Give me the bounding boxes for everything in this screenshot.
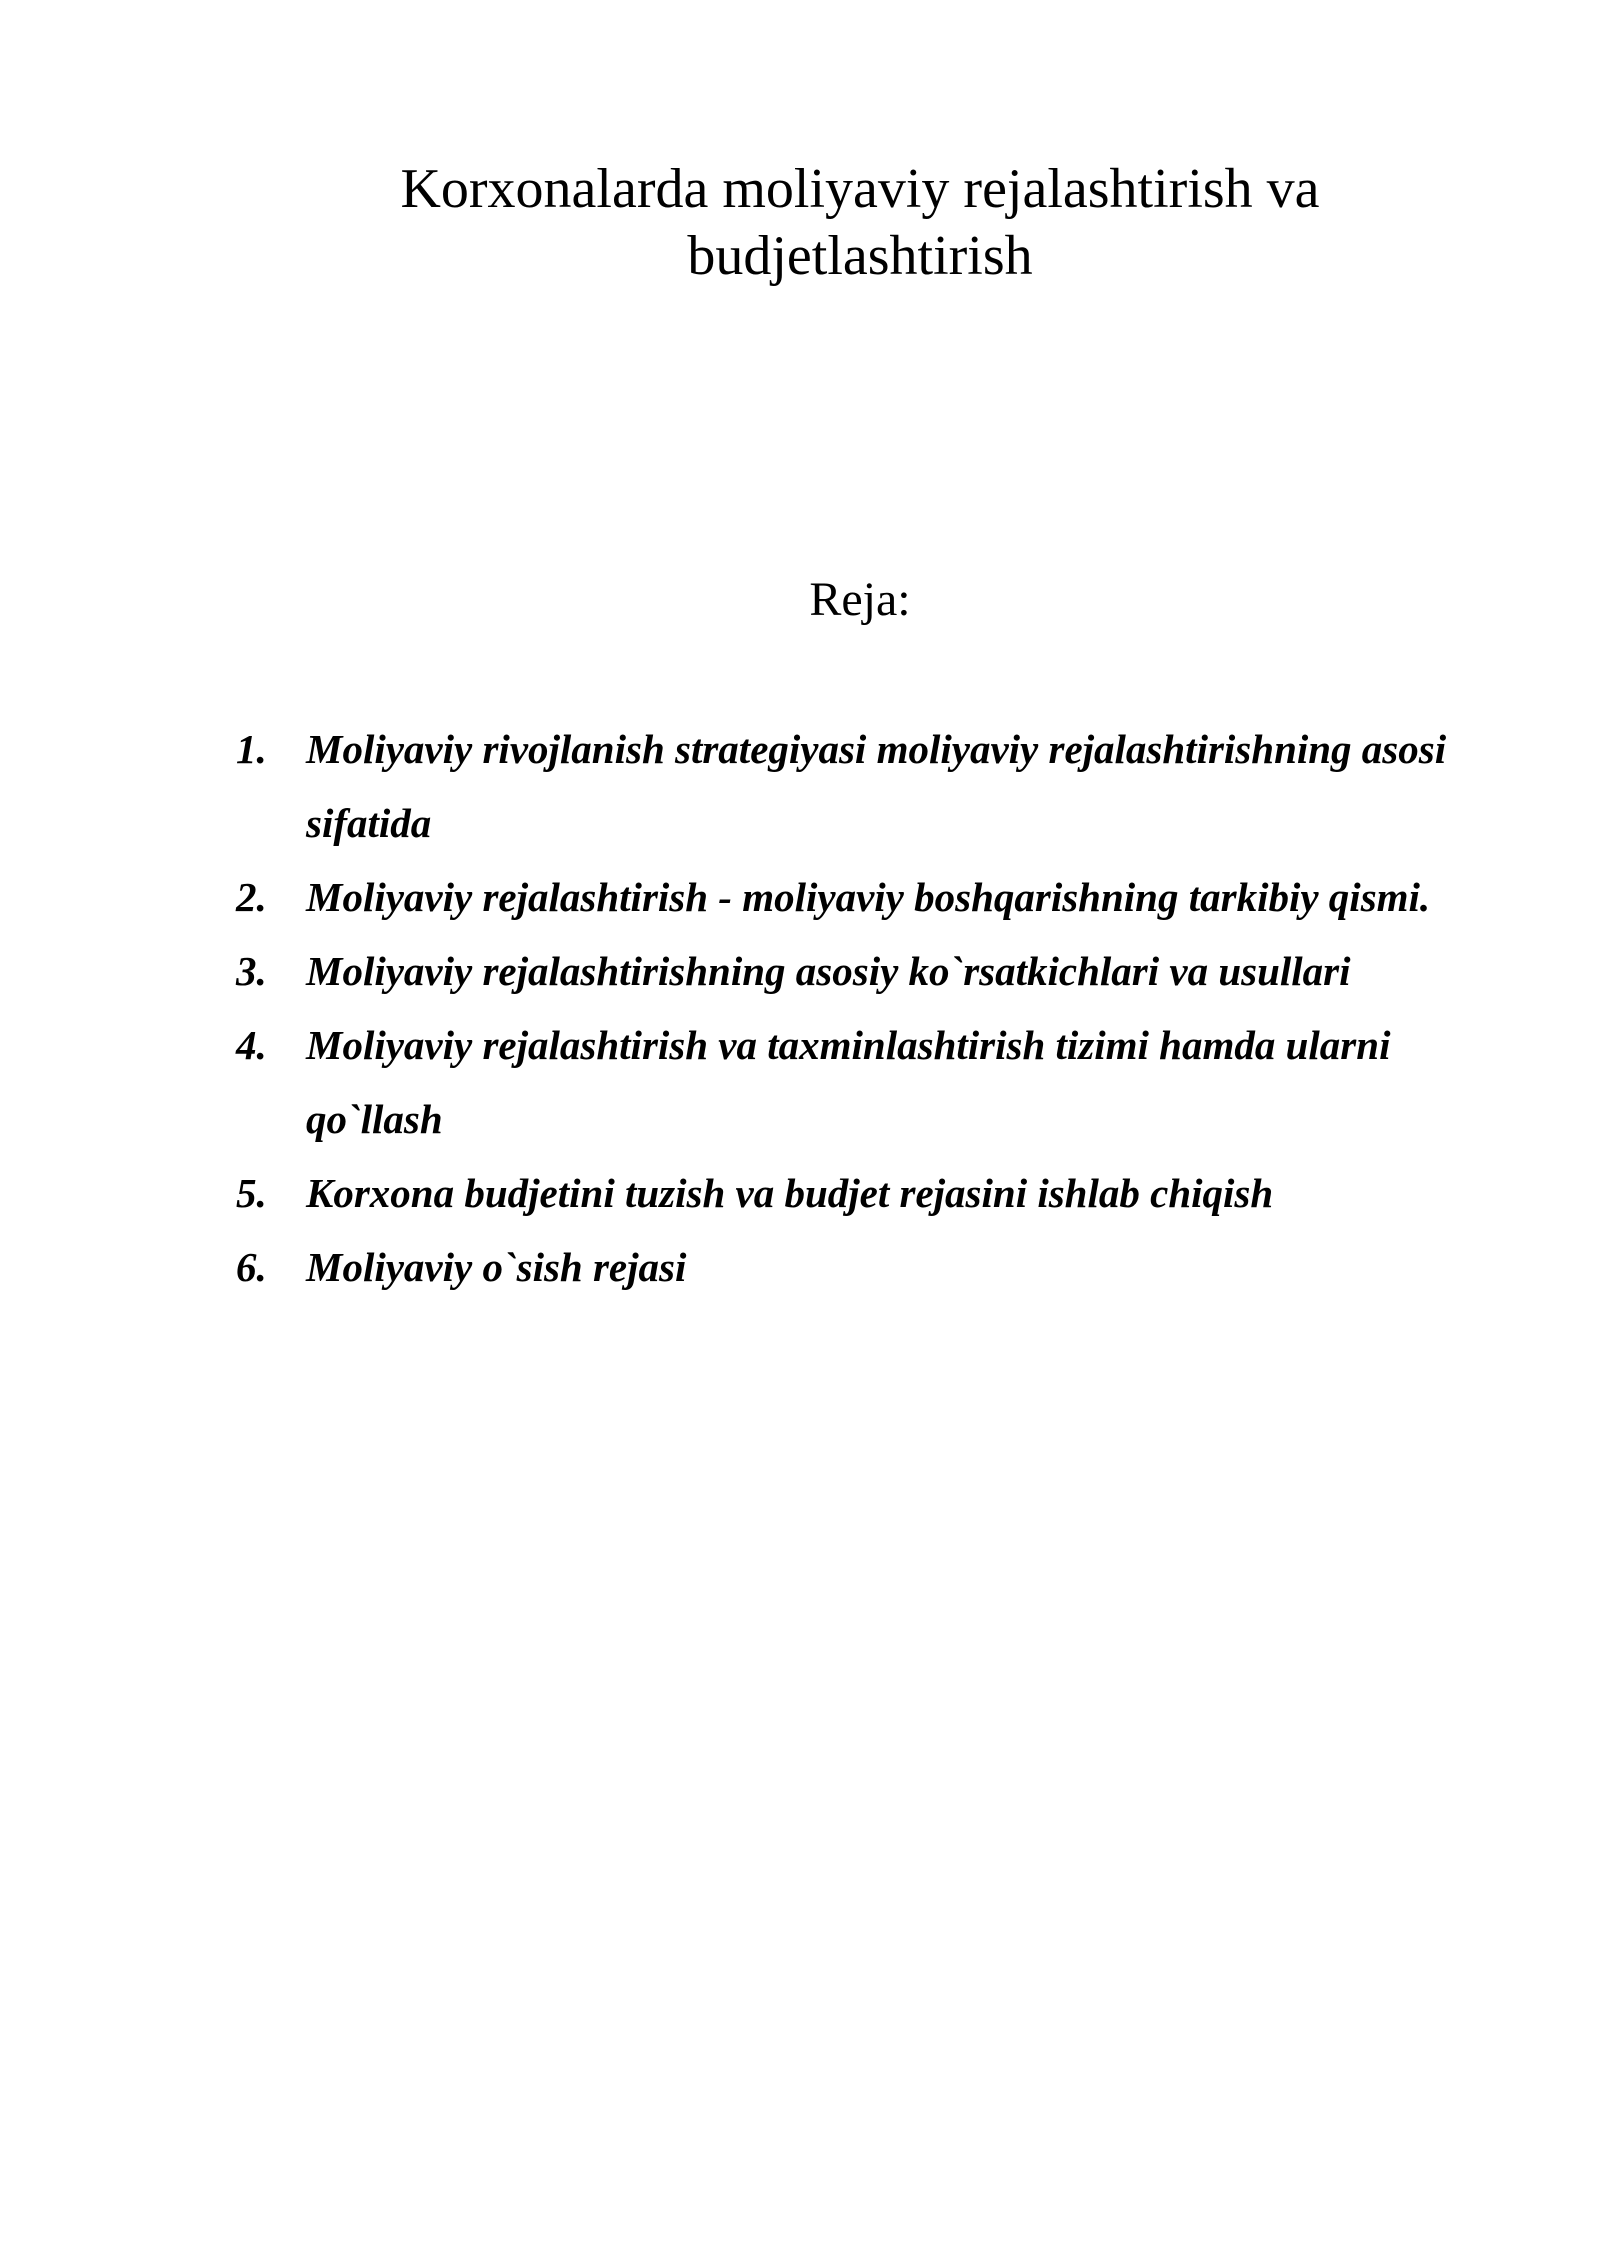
plan-item — [236, 934, 1526, 1008]
plan-item-text: Korxona budjetini tuzish va budjet rejasini ishlab chiqish — [306, 1170, 1274, 1216]
plan-item-number: 1. — [236, 726, 267, 772]
plan-item — [236, 1156, 1526, 1230]
plan-item-number: 5. — [236, 1170, 267, 1216]
plan-item — [236, 1008, 1526, 1156]
document-title — [0, 156, 1600, 290]
plan-heading: Reja: — [809, 573, 911, 626]
plan-item — [236, 860, 1526, 934]
plan-item-number: 3. — [236, 948, 267, 994]
plan-item-number: 4. — [236, 1022, 267, 1068]
plan-item-number: 6. — [236, 1244, 267, 1290]
plan-item-number: 2. — [236, 874, 267, 920]
document-title-line-2: budjetlashtirish — [687, 225, 1033, 287]
plan-item-text: Moliyaviy rivojlanish strategiyasi moliyaviy rejalashtirishning asosi sifatida — [306, 726, 1447, 846]
plan-list — [236, 712, 1526, 1304]
document-title-line-1: Korxonalarda moliyaviy rejalashtirish va — [400, 158, 1320, 220]
plan-item-text: Moliyaviy rejalashtirish - moliyaviy boshqarishning tarkibiy qismi. — [306, 874, 1431, 920]
plan-item — [236, 1230, 1526, 1304]
plan-item-text: Moliyaviy rejalashtirish va taxminlashtirish tizimi hamda ularni qo`llash — [306, 1022, 1391, 1142]
plan-item-text: Moliyaviy rejalashtirishning asosiy ko`rsatkichlari va usullari — [306, 948, 1351, 994]
plan-item-text: Moliyaviy o`sish rejasi — [306, 1244, 687, 1290]
plan-item — [236, 712, 1526, 860]
